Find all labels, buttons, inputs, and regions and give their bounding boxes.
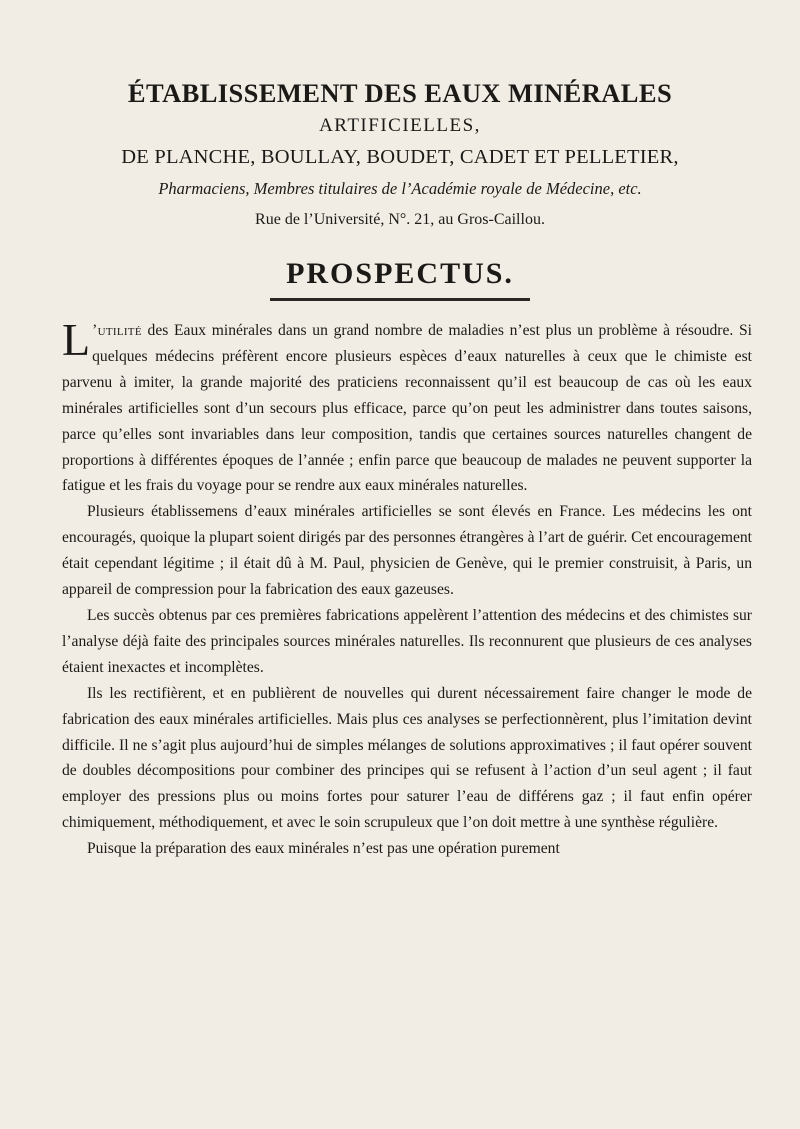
header-address: Rue de l’Université, N°. 21, au Gros-Caillou. (255, 211, 545, 228)
paragraph-1-text: des Eaux minérales dans un grand nombre de maladies n’est plus un problème à résoudre. Si quelques médecins préfèrent encore plusieurs espèces d’eaux naturelles à ceux que le chimiste est parvenu à imiter, la grande majorité des praticiens reconnaissent qu’il est beaucoup de cas où les eaux minérales artificielles sont d’un secours plus efficace, parce qu’on peut les administrer dans toutes saisons, parce qu’elles sont invariables dans leur composition, tandis que certaines sources naturelles changent de proportions à différentes époques de l’année ; enfin parce que beaucoup de malades ne peuvent supporter la fatigue et les frais du voyage pour se rendre aux eaux minérales naturelles. (62, 322, 752, 495)
page-title: PROSPECTUS. (286, 257, 514, 290)
header-authors: DE PLANCHE, BOULLAY, BOUDET, CADET ET PELLETIER, (121, 146, 679, 168)
body-text (62, 314, 752, 862)
paragraph-2: Plusieurs établissemens d’eaux minérales artificielles se sont élevés en France. Les médecins les ont encouragés, quoique la plupart soient dirigés par des personnes étrangères à l’art de guérir. Cet encouragement était cependant légitime ; il était dû à M. Paul, physicien de Genève, qui le premier construisit, à Paris, un appareil de compression pour la fabrication des eaux gazeuses. (62, 503, 752, 599)
paragraph-3: Les succès obtenus par ces premières fabrications appelèrent l’attention des médecins et des chimistes sur l’analyse déjà faite des principales sources minérales naturelles. Ils reconnurent que plusieurs de ces analyses étaient inexactes et incomplètes. (62, 606, 752, 676)
drop-cap: L (62, 314, 91, 365)
paragraph-1-smallcaps: ’utilité (92, 322, 142, 339)
title-rule (270, 298, 530, 301)
header-line-2: ARTIFICIELLES, (319, 115, 481, 136)
header-credentials: Pharmaciens, Membres titulaires de l’Académie royale de Médecine, etc. (158, 179, 642, 198)
paragraph-4: Ils les rectifièrent, et en publièrent de nouvelles qui durent nécessairement faire changer le mode de fabrication des eaux minérales artificielles. Mais plus ces analyses se perfectionnèrent, plus l’imitation devint difficile. Il ne s’agit plus aujourd’hui de simples mélanges de solutions approximatives ; il faut opérer souvent de doubles décompositions pour combiner des principes qui se refusent à l’action d’un seul agent ; il faut employer des pressions plus ou moins fortes pour saturer l’eau de différens gaz ; il faut enfin opérer chimiquement, méthodiquement, et avec le soin scrupuleux que l’on doit mettre à une synthèse régulière. (62, 684, 752, 832)
paragraph-1 (62, 314, 752, 499)
paragraph-5: Puisque la préparation des eaux minérales n’est pas une opération purement (86, 840, 560, 858)
header-line-1: ÉTABLISSEMENT DES EAUX MINÉRALES (127, 78, 673, 108)
